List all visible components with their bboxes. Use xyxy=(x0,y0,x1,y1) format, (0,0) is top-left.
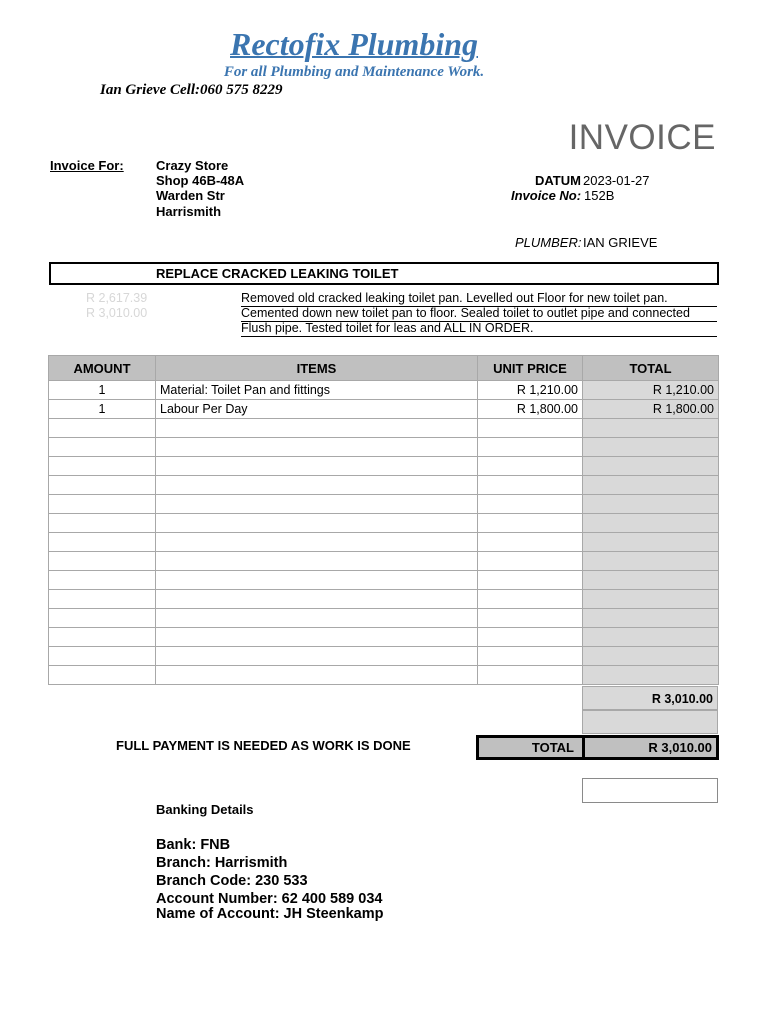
amount-cell: 1 xyxy=(49,381,156,400)
table-row xyxy=(49,666,719,685)
datum-value: 2023-01-27 xyxy=(583,173,650,188)
amount-cell xyxy=(49,419,156,438)
item-cell: Material: Toilet Pan and fittings xyxy=(156,381,478,400)
amount-cell xyxy=(49,438,156,457)
banking-heading: Banking Details xyxy=(156,802,254,817)
unit-price-cell xyxy=(478,476,583,495)
client-line: Shop 46B-48A xyxy=(156,173,245,188)
unit-price-cell xyxy=(478,533,583,552)
column-header-unit-price: UNIT PRICE xyxy=(478,356,583,381)
unit-price-cell xyxy=(478,628,583,647)
table-row xyxy=(49,476,719,495)
total-cell xyxy=(583,590,719,609)
total-cell xyxy=(583,533,719,552)
client-line: Crazy Store xyxy=(156,158,229,173)
blank-box xyxy=(582,778,718,803)
total-cell xyxy=(583,666,719,685)
payment-note: FULL PAYMENT IS NEEDED AS WORK IS DONE xyxy=(116,738,411,753)
item-cell xyxy=(156,647,478,666)
total-cell xyxy=(583,647,719,666)
job-title-box xyxy=(49,262,719,285)
total-cell xyxy=(583,476,719,495)
table-row xyxy=(49,647,719,666)
amount-cell xyxy=(49,666,156,685)
subtotal-cell: R 3,010.00 xyxy=(582,686,718,710)
item-cell xyxy=(156,457,478,476)
amount-cell xyxy=(49,571,156,590)
item-cell xyxy=(156,495,478,514)
branch-code: Branch Code: 230 533 xyxy=(156,873,308,889)
items-table xyxy=(48,355,719,685)
total-value: R 3,010.00 xyxy=(582,735,719,760)
table-row xyxy=(49,571,719,590)
amount-cell xyxy=(49,647,156,666)
unit-price-cell xyxy=(478,438,583,457)
unit-price-cell xyxy=(478,571,583,590)
item-cell xyxy=(156,533,478,552)
unit-price-cell xyxy=(478,609,583,628)
job-description-line: Removed old cracked leaking toilet pan. Levelled out Floor for new toilet pan. xyxy=(241,291,717,307)
unit-price-cell xyxy=(478,514,583,533)
item-cell xyxy=(156,514,478,533)
table-row xyxy=(49,419,719,438)
item-cell xyxy=(156,419,478,438)
item-cell xyxy=(156,476,478,495)
faint-value: R 2,617.39 xyxy=(86,291,148,305)
job-description-line: Cemented down new toilet pan to floor. Sealed toilet to outlet pipe and connected xyxy=(241,306,717,322)
amount-cell xyxy=(49,476,156,495)
total-cell xyxy=(583,514,719,533)
amount-cell xyxy=(49,590,156,609)
total-cell xyxy=(583,419,719,438)
unit-price-cell: R 1,210.00 xyxy=(478,381,583,400)
amount-cell xyxy=(49,533,156,552)
job-title: REPLACE CRACKED LEAKING TOILET xyxy=(156,266,399,281)
table-row xyxy=(49,381,719,400)
total-cell: R 1,210.00 xyxy=(583,381,719,400)
plumber-label: PLUMBER: xyxy=(515,235,582,250)
company-name: Rectofix Plumbing xyxy=(230,26,478,62)
total-label: TOTAL xyxy=(476,735,585,760)
total-cell xyxy=(583,457,719,476)
column-header-total: TOTAL xyxy=(583,356,719,381)
unit-price-cell xyxy=(478,666,583,685)
unit-price-cell xyxy=(478,457,583,476)
amount-cell xyxy=(49,457,156,476)
table-row xyxy=(49,628,719,647)
contact-line: Ian Grieve Cell:060 575 8229 xyxy=(100,82,283,98)
item-cell xyxy=(156,438,478,457)
table-row xyxy=(49,438,719,457)
amount-cell xyxy=(49,552,156,571)
invoice-for-label: Invoice For: xyxy=(50,158,124,173)
column-header-items: ITEMS xyxy=(156,356,478,381)
table-row xyxy=(49,400,719,419)
total-cell xyxy=(583,609,719,628)
item-cell xyxy=(156,571,478,590)
total-cell xyxy=(583,438,719,457)
item-cell xyxy=(156,666,478,685)
invoice-number-value: 152B xyxy=(584,188,615,203)
total-cell xyxy=(583,628,719,647)
total-cell xyxy=(583,552,719,571)
job-description-line: Flush pipe. Tested toilet for leas and ALL IN ORDER. xyxy=(241,321,717,337)
table-row xyxy=(49,457,719,476)
unit-price-cell xyxy=(478,647,583,666)
amount-cell xyxy=(49,609,156,628)
invoice-number-label: Invoice No: xyxy=(511,188,582,203)
amount-cell xyxy=(49,514,156,533)
account-name: Name of Account: JH Steenkamp xyxy=(156,906,384,922)
unit-price-cell xyxy=(478,552,583,571)
item-cell xyxy=(156,552,478,571)
item-cell xyxy=(156,609,478,628)
amount-cell xyxy=(49,495,156,514)
account-number: Account Number: 62 400 589 034 xyxy=(156,891,383,907)
total-cell xyxy=(583,495,719,514)
datum-label: DATUM xyxy=(535,173,581,188)
plumber-value: IAN GRIEVE xyxy=(583,235,658,250)
unit-price-cell xyxy=(478,419,583,438)
total-cell xyxy=(583,571,719,590)
bank-name: Bank: FNB xyxy=(156,837,231,853)
document-title: INVOICE xyxy=(568,118,716,157)
column-header-amount: AMOUNT xyxy=(49,356,156,381)
amount-cell: 1 xyxy=(49,400,156,419)
item-cell xyxy=(156,590,478,609)
faint-value: R 3,010.00 xyxy=(86,306,148,320)
table-row xyxy=(49,590,719,609)
table-header-row xyxy=(49,356,719,381)
table-row xyxy=(49,514,719,533)
table-row xyxy=(49,552,719,571)
client-line: Harrismith xyxy=(156,204,222,219)
client-line: Warden Str xyxy=(156,188,225,203)
amount-cell xyxy=(49,628,156,647)
table-row xyxy=(49,533,719,552)
table-body xyxy=(49,381,719,685)
item-cell xyxy=(156,628,478,647)
unit-price-cell xyxy=(478,590,583,609)
blank-summary-cell xyxy=(582,710,718,734)
table-row xyxy=(49,609,719,628)
total-cell: R 1,800.00 xyxy=(583,400,719,419)
unit-price-cell: R 1,800.00 xyxy=(478,400,583,419)
branch-name: Branch: Harrismith xyxy=(156,855,288,871)
company-tagline: For all Plumbing and Maintenance Work. xyxy=(223,64,485,80)
item-cell: Labour Per Day xyxy=(156,400,478,419)
unit-price-cell xyxy=(478,495,583,514)
table-row xyxy=(49,495,719,514)
